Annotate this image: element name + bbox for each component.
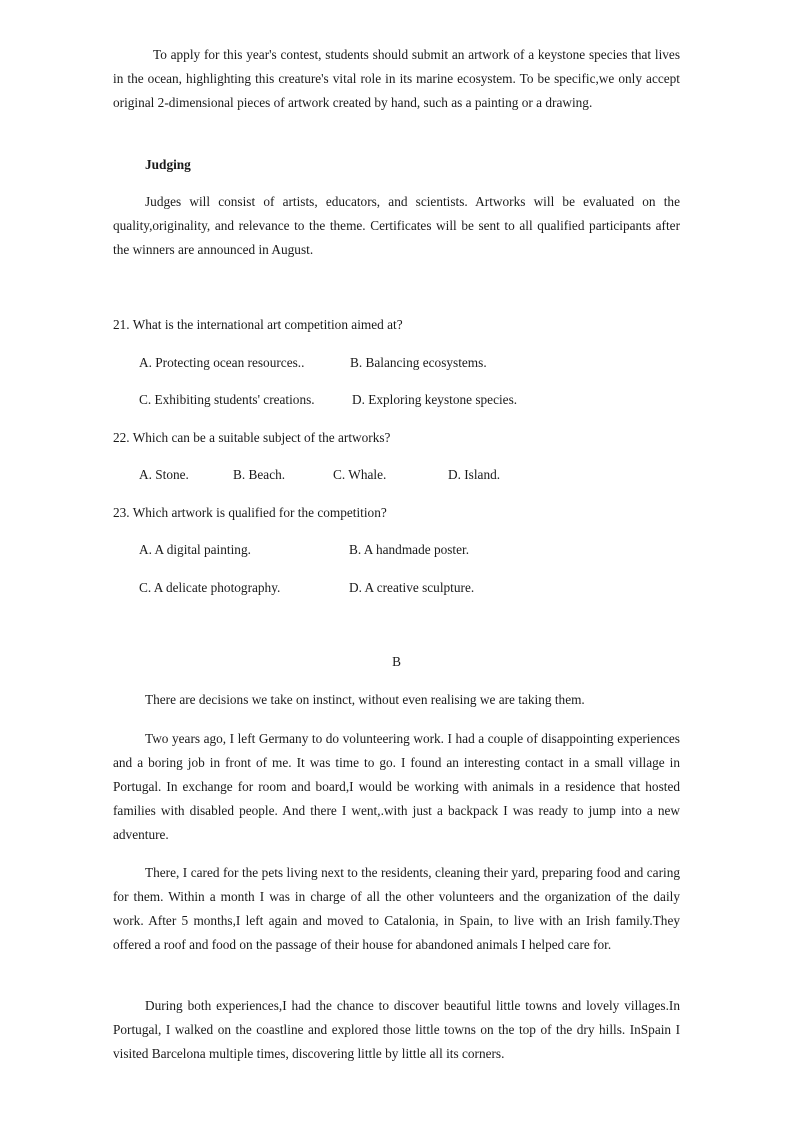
judging-heading: Judging [145,157,191,172]
question-21-option-a: A. Protecting ocean resources.. [139,355,305,370]
question-21-option-b: B. Balancing ecosystems. [350,355,487,370]
question-22-option-b: B. Beach. [233,467,286,482]
passage-b-paragraph-3: There, I cared for the pets living next to the residents, cleaning their yard, preparing food and caring for them. Within a month I was in charge of all the other volunteers and the organization of the daily work. After 5 months,I left again and moved to Catalonia, in Spain, to live with an Irish family.They offered a roof and food on the passage of their house for abandoned animals I helped care for. [113,865,680,952]
question-23-option-b: B. A handmade poster. [349,542,470,557]
passage-b-paragraph-2: Two years ago, I left Germany to do volunteering work. I had a couple of disappointing experiences and a boring job in front of me. It was time to go. I found an interesting contact in a small village in Portugal. In exchange for room and board,I would be working with animals in a residence that hosted families with disabled people. And there I went,.with just a backpack I was ready to jump into a new adventure. [113,731,680,842]
judging-paragraph: Judges will consist of artists, educators, and scientists. Artworks will be evaluated on the quality,originality, and relevance to the theme. Certificates will be sent to all qualified participants after the winners are announced in August. [113,194,680,257]
question-22-option-d: D. Island. [448,467,501,482]
question-22-option-c: C. Whale. [333,467,387,482]
question-21-option-c: C. Exhibiting students' creations. [139,392,315,407]
question-21-stem: 21. What is the international art competition aimed at? [113,317,403,332]
passage-b-mark: B [392,654,401,669]
question-23-option-c: C. A delicate photography. [139,580,281,595]
question-22-option-a: A. Stone. [139,467,189,482]
passage-b-paragraph-4: During both experiences,I had the chance to discover beautiful little towns and lovely villages.In Portugal, I walked on the coastline and explored those little towns on the top of the dry hills. InSpain I visited Barcelona multiple times, discovering little by little all its corners. [113,998,680,1061]
question-23-stem: 23. Which artwork is qualified for the competition? [113,505,387,520]
passage-b-paragraph-1: There are decisions we take on instinct, without even realising we are taking them. [145,692,585,707]
question-23-option-d: D. A creative sculpture. [349,580,475,595]
intro-paragraph: To apply for this year's contest, students should submit an artwork of a keystone species that lives in the ocean, highlighting this creature's vital role in its marine ecosystem. To be specific,we only accept original 2-dimensional pieces of artwork created by hand, such as a painting or a drawing. [113,47,680,110]
question-23-option-a: A. A digital painting. [139,542,251,557]
question-21-option-d: D. Exploring keystone species. [352,392,518,407]
question-22-stem: 22. Which can be a suitable subject of the artworks? [113,430,391,445]
